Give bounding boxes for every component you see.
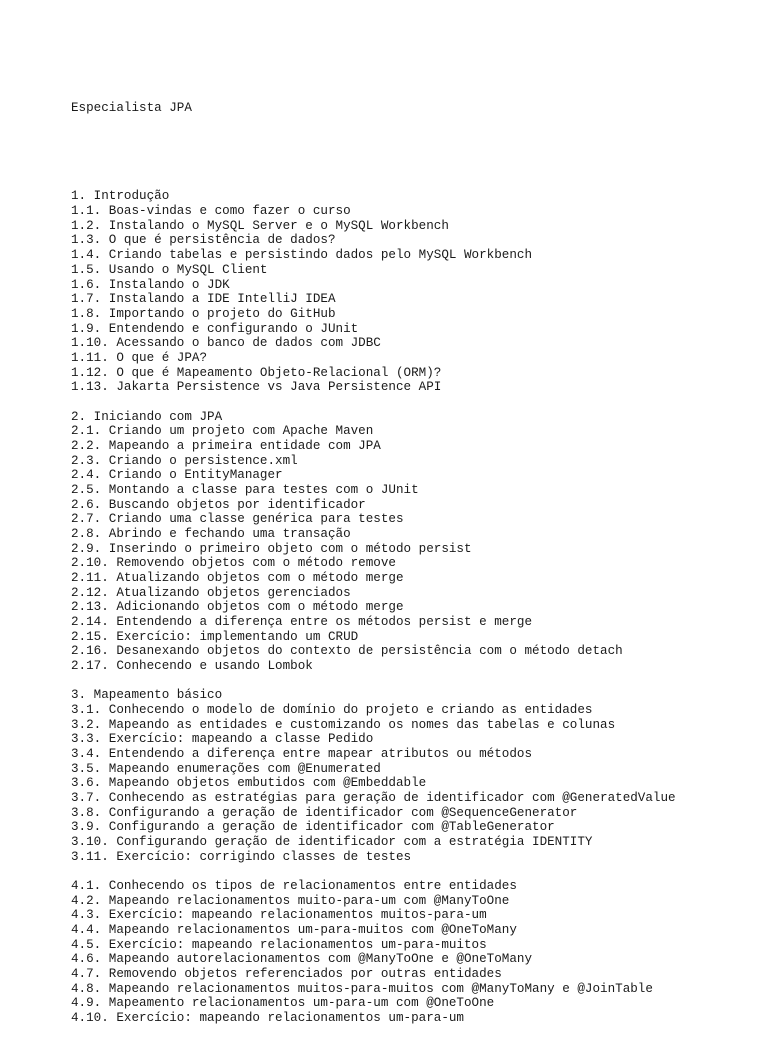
list-item: 1.12. O que é Mapeamento Objeto-Relacional (ORM)?	[71, 365, 442, 380]
document-title: Especialista JPA	[71, 101, 192, 116]
blank-line	[71, 395, 751, 410]
section-4	[71, 879, 751, 1026]
list-item: 1.1. Boas-vindas e como fazer o curso	[71, 204, 351, 219]
list-item: 2.9. Inserindo o primeiro objeto com o método persist	[71, 541, 472, 556]
section-1	[71, 189, 751, 394]
list-item: 2.10. Removendo objetos com o método remove	[71, 556, 396, 571]
list-item: 2.17. Conhecendo e usando Lombok	[71, 658, 313, 673]
list-item: 4.1. Conhecendo os tipos de relacionamentos entre entidades	[71, 879, 517, 894]
document-page	[71, 72, 751, 1040]
section-heading: 2. Iniciando com JPA	[71, 409, 223, 424]
list-item: 2.1. Criando um projeto com Apache Maven	[71, 424, 374, 439]
list-item: 2.8. Abrindo e fechando uma transação	[71, 526, 351, 541]
list-item: 1.9. Entendendo e configurando o JUnit	[71, 321, 359, 336]
list-item: 2.11. Atualizando objetos com o método merge	[71, 570, 404, 585]
list-item: 1.11. O que é JPA?	[71, 350, 208, 365]
blank-line	[71, 674, 751, 689]
list-item: 4.4. Mapeando relacionamentos um-para-muitos com @OneToMany	[71, 923, 517, 938]
list-item: 3.2. Mapeando as entidades e customizando os nomes das tabelas e colunas	[71, 717, 616, 732]
list-item: 4.2. Mapeando relacionamentos muito-para-um com @ManyToOne	[71, 893, 510, 908]
section-heading: 3. Mapeamento básico	[71, 688, 223, 703]
list-item: 4.6. Mapeando autorelacionamentos com @ManyToOne e @OneToMany	[71, 952, 533, 967]
list-item: 2.7. Criando uma classe genérica para testes	[71, 512, 404, 527]
list-item: 4.10. Exercício: mapeando relacionamentos um-para-um	[71, 1011, 464, 1026]
list-item: 3.3. Exercício: mapeando a classe Pedido	[71, 732, 374, 747]
list-item: 2.5. Montando a classe para testes com o JUnit	[71, 482, 419, 497]
list-item: 3.8. Configurando a geração de identificador com @SequenceGenerator	[71, 805, 578, 820]
list-item: 2.14. Entendendo a diferença entre os métodos persist e merge	[71, 614, 533, 629]
list-item: 1.2. Instalando o MySQL Server e o MySQL Workbench	[71, 218, 449, 233]
list-item: 1.7. Instalando a IDE IntelliJ IDEA	[71, 292, 336, 307]
list-item: 2.16. Desanexando objetos do contexto de persistência com o método detach	[71, 644, 623, 659]
list-item: 1.5. Usando o MySQL Client	[71, 262, 268, 277]
list-item: 1.10. Acessando o banco de dados com JDBC	[71, 336, 381, 351]
list-item: 4.8. Mapeando relacionamentos muitos-para-muitos com @ManyToMany e @JoinTable	[71, 981, 653, 996]
list-item: 3.5. Mapeando enumerações com @Enumerated	[71, 761, 381, 776]
section-2	[71, 410, 751, 674]
list-item: 1.6. Instalando o JDK	[71, 277, 230, 292]
list-item: 2.4. Criando o EntityManager	[71, 468, 283, 483]
section-heading: 1. Introdução	[71, 189, 170, 204]
list-item: 3.4. Entendendo a diferença entre mapear atributos ou métodos	[71, 747, 533, 761]
list-item: 3.10. Configurando geração de identificador com a estratégia IDENTITY	[71, 835, 593, 850]
list-item: 2.12. Atualizando objetos gerenciados	[71, 585, 351, 600]
list-item: 3.1. Conhecendo o modelo de domínio do projeto e criando as entidades	[71, 702, 593, 717]
list-item: 3.11. Exercício: corrigindo classes de testes	[71, 849, 412, 864]
list-item: 4.5. Exercício: mapeando relacionamentos um-para-muitos	[71, 937, 487, 952]
list-item: 4.3. Exercício: mapeando relacionamentos muitos-para-um	[71, 908, 487, 923]
blank-line	[71, 864, 751, 879]
list-item: 2.13. Adicionando objetos com o método merge	[71, 600, 404, 615]
list-item: 2.15. Exercício: implementando um CRUD	[71, 629, 359, 644]
list-item: 4.9. Mapeamento relacionamentos um-para-um com @OneToOne	[71, 996, 495, 1011]
list-item: 3.7. Conhecendo as estratégias para geração de identificador com @GeneratedValue	[71, 791, 676, 806]
list-item: 2.6. Buscando objetos por identificador	[71, 497, 366, 512]
list-item: 1.13. Jakarta Persistence vs Java Persistence API	[71, 380, 442, 395]
list-item: 1.3. O que é persistência de dados?	[71, 233, 336, 248]
blank-line	[71, 145, 751, 160]
list-item: 1.8. Importando o projeto do GitHub	[71, 306, 336, 321]
list-item: 2.3. Criando o persistence.xml	[71, 453, 298, 468]
section-3	[71, 688, 751, 864]
list-item: 3.9. Configurando a geração de identificador com @TableGenerator	[71, 820, 555, 835]
list-item: 3.6. Mapeando objetos embutidos com @Embeddable	[71, 776, 427, 791]
list-item: 2.2. Mapeando a primeira entidade com JPA	[71, 438, 381, 453]
list-item: 1.4. Criando tabelas e persistindo dados pelo MySQL Workbench	[71, 248, 533, 263]
document-sections	[71, 189, 751, 1025]
list-item: 4.7. Removendo objetos referenciados por outras entidades	[71, 967, 502, 982]
